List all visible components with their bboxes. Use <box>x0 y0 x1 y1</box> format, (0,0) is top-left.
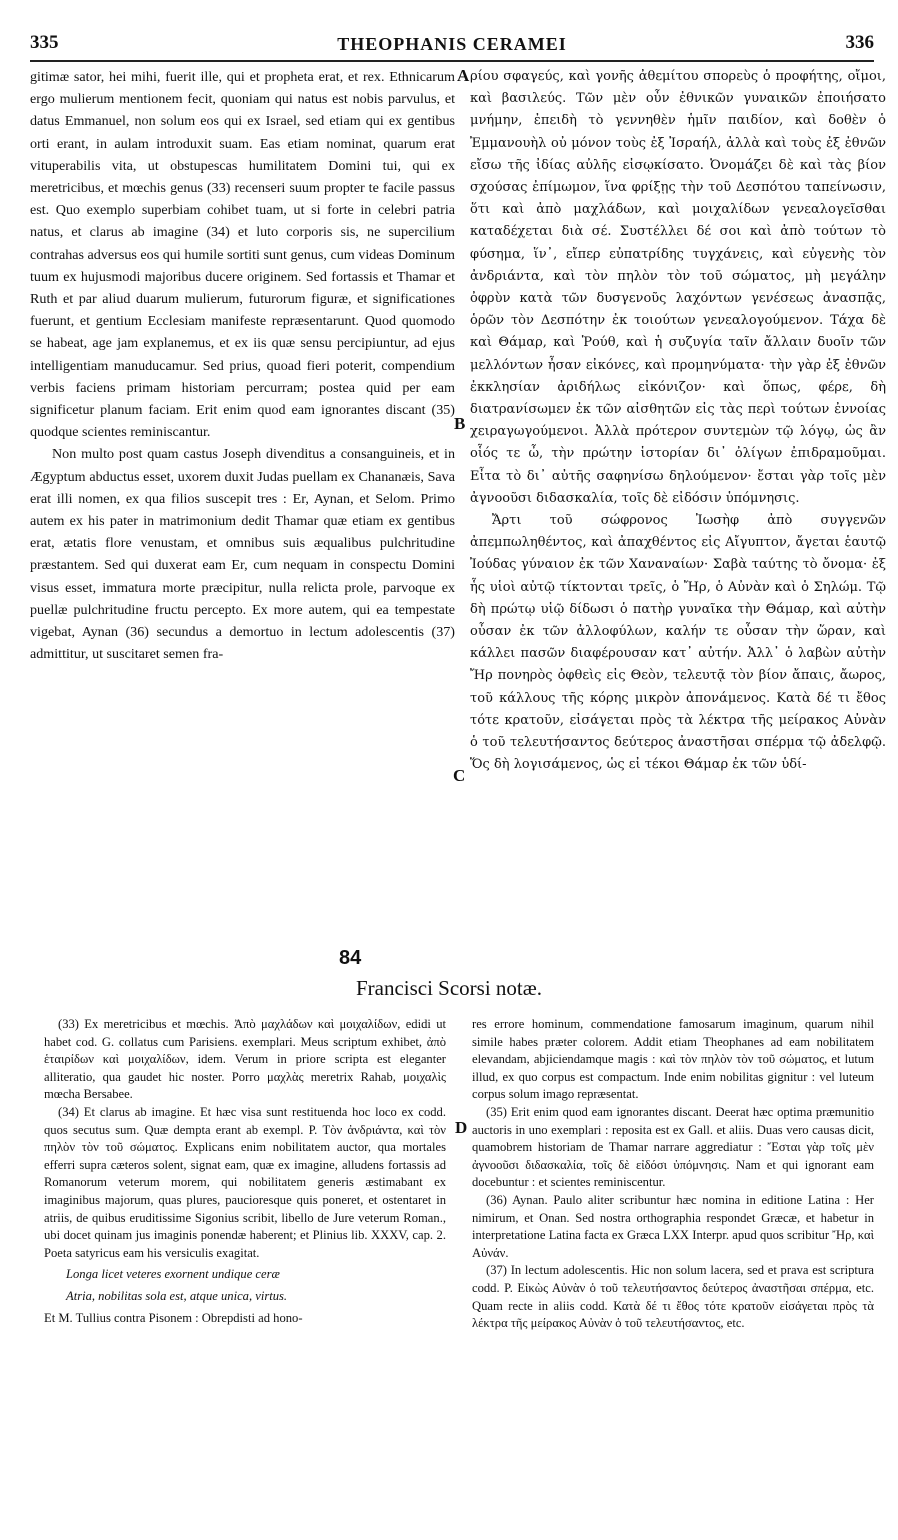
note-37: (37) In lectum adolescentis. Hic non solum lacera, sed et prava est scriptura codd. P. Εἰκὼς Αὐνὰν ὁ τοῦ τελευτήσαντος δεύτερος ἀναστῆσαι σπέρμα, etc. Quam recte in aliis codd. Κατὰ δέ τι ἔθος τότε κρατοῦν εἰσάγεται πρὸς τὰ λέκτρα τῆς μείρακος Αὐνὰν ὁ τοῦ τελευτήσαντος, etc. <box>472 1263 874 1331</box>
notes-right-column <box>472 1016 874 1333</box>
running-head <box>30 32 874 58</box>
latin-paragraph: gitimæ sator, hei mihi, fuerit ille, qui et propheta erat, et rex. Ethnicarum ergo mulierum mentionem fecit, quoniam qui natus est nobis parvulus, et datus Emmanuel, non solum eos qui ex Israel, sed etiam qui ex gentibus orti erant, in aulam introduxit suam. Eas etiam nominat, quarum erat vituperabilis vita, ut obstupescas humilitatem Domini tui, qui ex meretricibus, et mœchis genus (33) recenseri suum propter te facile passus est. Quo exemplo superbiam cohibet tuam, ut si forte in celebri patria natus, et clarus ab imagine (34) et luto corporis sis, ne supercilium contrahas adversus eos qui humile sortiti sunt genus, cum videas Dominum tuum ex hujusmodi majoribus ducere originem. Sed fortassis et Thamar et Ruth et par aliud duarum mulierum, futurorum figuræ, et significationes fuerunt, et gentium Ecclesiam manifeste repræsentarunt. Quod quomodo se habeat, age jam explanemus, et ex iis quæ sensu percipiuntur, ad ejus intelligentiam manuducamur. Sed prius, quoad fieri poterit, compendium verbis faciens primam historiam percurram; postea quid per eam significetur planum faciam. Erit enim quod eam ignorantes discant (35) quodque scientes reminiscantur. <box>30 69 455 441</box>
greek-paragraph: ρίου σφαγεύς, καὶ γονῆς ἀθεμίτου σπορεὺς ὁ προφήτης, οἴμοι, καὶ βασιλεύς. Τῶν μὲν οὖν ἐθνικῶν γυναικῶν ἐποιήσατο μνήμην, ἐπειδὴ τὸ γεννηθὲν ἡμῖν παιδίον, καὶ δοθὲν ὁ Ἐμμανουὴλ οὐ μόνον τοὺς ἐξ Ἰσραήλ, ἀλλὰ καὶ τοὺς ἐξ ἐθνῶν εἴσω τῆς ἰδίας αὐλῆς εἰσῳκίσατο. Ὀνομάζει δὲ καὶ τὰς βίον σχούσας ἐπίμωμον, ἵνα φρίξῃς τὴν τοῦ Δεσπότου ταπείνωσιν, ὅτι καὶ ἀπὸ μαχλάδων, καὶ μοιχαλίδων γενεαλογεῖσθαι καταδέχεται διὰ σέ. Συστέλλει δέ σοι καὶ ἀπὸ τούτων τὸ φύσημα, ἵν᾽, εἴπερ εὐπατρίδης τυγχάνεις, καὶ εὐγενὴς τὸν ἀνδριάντα, καὶ τὸν πηλὸν τὸν τοῦ σώματος, μὴ μεγάλην ὀφρὺν κατὰ τῶν δυσγενοῦς λαχόντων γενέσεως ἀνασπᾷς, ὁρῶν τὸν Δεσπότην ἐκ τοιούτων γενεαλογούμενον. Τάχα δὲ καὶ Θάμαρ, καὶ Ῥούθ, καὶ ἡ συζυγία ταῖν ἄλλαιν δυοῖν τῶν μελλόντων ἦσαν εἰκόνες, καὶ προμηνύματα· τὴν γὰρ ἐξ ἐθνῶν ἐκκλησίαν ἀριδήλως εἰκόνιζον· καὶ ὅπως, φέρε, δὴ διατρανίσωμεν ἐκ τῶν αἰσθητῶν εἰς τὰς περὶ τούτων ἐννοίας χειραγωγούμενοι. Ἀλλὰ πρότερον συντεμὼν τῷ λόγῳ, ὡς ἂν οἷός τε ὦ, τὴν πρώτην ἱστορίαν δι᾽ ὀλίγων ἐπιδραμοῦμαι. Εἶτα τὸ δι᾽ αὐτῆς σαφηνίσω δηλούμενον· ἔσται γὰρ τοῖς μὲν ἀγνοοῦσι διδασκαλία, τοῖς δὲ εἰδόσιν ὑπόμνησις. <box>470 69 886 506</box>
notes-title: Francisci Scorsi notæ. <box>355 976 543 1000</box>
margin-mark-a: A <box>457 66 470 85</box>
latin-column <box>30 66 455 665</box>
note-34-continued: Et M. Tullius contra Pisonem : Obrepdisti ad hono- <box>44 1310 303 1325</box>
latin-paragraph: Non multo post quam castus Joseph divenditus a consanguineis, et in Ægyptum abductus esset, uxorem duxit Judas puellam ex Chananæis, Sava erat illi nomen, ex qua filios suscepit tres : Er, Aynan, et Selom. Primo autem ex his pater in matrimonium dedit Thamar quæ etiam ex gentibus erat, ætatis flore venustam, et omnibus suis æqualibus pulchritudine præstantem. Sed qui duxerat eam Er, cum nequam in conspectu Domini visus esset, immatura morte præcipitur, nulla relicta prole, parvoque ex puellæ pulchritudine fructu percepto. Ex more autem, qui ea tempestate vigebat, Aynan (36) secundus a demortuo in lectum adolescentis (37) admittitur, ut suscitaret semen fra- <box>30 446 455 663</box>
notes-left-column <box>44 1016 446 1327</box>
header-rule <box>30 60 874 62</box>
note-34-end: res errore hominum, commendatione famosarum imaginum, quarum nihil simile habes præter colorem. Addit etiam Theophanes ad eam nobilitatem elevandam, abjiciendamque magis : καὶ τὸν πηλὸν τὸν τοῦ σώματος, et lutum illud, ex quo corpus est compactum. Inde enim nobilitas gignitur : vel luteum corpus solum imago repræsentat. <box>472 1017 874 1102</box>
margin-mark-c: C <box>453 766 466 785</box>
greek-column <box>470 66 886 777</box>
note-34: (34) Et clarus ab imagine. Et hæc visa sunt restituenda hoc loco ex codd. quos secutus sum. Quæ dempta erant ab exempl. P. Τὸν ἀνδριάντα, καὶ τὸν πηλὸν τὸν τοῦ σώματος. Explicans enim nobilitatem auctor, qua mortales efferri supra cæteros solent, signat eam, quæ ex imagine, alludens fortassis ad Romanorum veterum morem, qui nobilitatem generis æstimabant ex imaginibus majorum, quas plures, paucioresque quis poneret, et ostentaret in atriis, de quibus eruditissime Sigonius scribit, libello de Jure veterum Roman., ubi docet quinam jus imaginis ponendæ haberent; et Plinius lib. XXXV, cap. 2. Poeta satyricus eam his versiculis exagitat. <box>44 1104 446 1260</box>
margin-mark-b: B <box>454 414 466 433</box>
note-35: (35) Erit enim quod eam ignorantes discant. Deerat hæc optima præmunitio auctoris in uno exemplari : reposita est ex Gall. et aliis. Duas vero causas dicit, quamobrem historiam de Thamar narrare aggrediatur : Ἔσται γὰρ τοῖς μὲν ἀγνοοῦσι διδασκαλία, τοῖς δὲ εἰδόσι ὑπόμνησις. Nam et qui ignorant eam docebuntur : et scientes reminiscentur. <box>472 1104 874 1190</box>
margin-mark-d: D <box>455 1118 468 1137</box>
verse-line: Longa licet veteres exornent undique ceræ <box>66 1267 280 1282</box>
note-36: (36) Aynan. Paulo aliter scribuntur hæc nomina in editione Latina : Her nimirum, et Onan. Sed nostra orthographia respondet Græcæ, et habetur in interpretatione Latina facta ex Græca LXX Interpr. apud quos scribitur Ἤρ, καὶ Αὐνάν. <box>472 1192 874 1260</box>
page-number-right: 336 <box>845 32 874 53</box>
signature-number: 84 <box>339 947 362 969</box>
note-33: (33) Ex meretricibus et mœchis. Ἀπὸ μαχλάδων καὶ μοιχαλίδων, edidi ut habet cod. G. collatus cum Parisiens. exemplari. Meus scriptum exhibet, ἀπὸ ἑταιρίδων καὶ μοιχαλίδων, idem. Verum in priore scripta est eleganter alliteratio, qua gaudet hic noster. Porro μαχλὰς meretrix Rahab, μοιχαλὶς mœcha Bersabee. <box>44 1017 446 1102</box>
running-title: THEOPHANIS CERAMEI <box>337 34 567 54</box>
greek-paragraph: Ἄρτι τοῦ σώφρονος Ἰωσὴφ ἀπὸ συγγενῶν ἀπεμπωληθέντος, καὶ ἀπαχθέντος εἰς Αἴγυπτον, ἄγεται ἑαυτῷ Ἰούδας γύναιον ἐκ τῶν Χαναναίων· Σαβὰ ταύτης τὸ ὄνομα· ἐξ ἧς υἱοὶ αὐτῷ τίκτονται τρεῖς, ὁ Ἤρ, ὁ Αὐνὰν καὶ ὁ Σηλώμ. Τῷ δὴ πρώτῳ υἱῷ δίδωσι ὁ πατὴρ γυναῖκα τὴν Θάμαρ, καὶ αὐτὴν οὖσαν ἐκ τῶν ἀλλοφύλων, καλήν τε οὖσαν τὴν ὥραν, καὶ κάλλει πασῶν διαφέρουσαν κατ᾽ αὐτήν. Ἀλλ᾽ ὁ λαβὼν αὐτὴν Ἤρ πονηρὸς ὀφθεὶς εἰς Θεὸν, τελευτᾷ τὸν βίον ἄπαις, ἄωρος, τοῦ κάλλους τῆς κόρης μικρὸν ἀπονάμενος. Κατὰ δέ τι ἔθος τότε κρατοῦν, εἰσάγεται πρὸς τὰ λέκτρα τῆς μείρακος Αὐνὰν ὁ τοῦ τελευτήσαντος δεύτερος ἀναστῆσαι σπέρμα τῷ ἀδελφῷ. Ὅς δὴ λογισάμενος, ὡς εἰ τέκοι Θάμαρ ἐκ τῶν ὑδί- <box>470 513 886 773</box>
verse-line: Atria, nobilitas sola est, atque unica, virtus. <box>66 1288 288 1303</box>
page-number-left: 335 <box>30 32 59 53</box>
